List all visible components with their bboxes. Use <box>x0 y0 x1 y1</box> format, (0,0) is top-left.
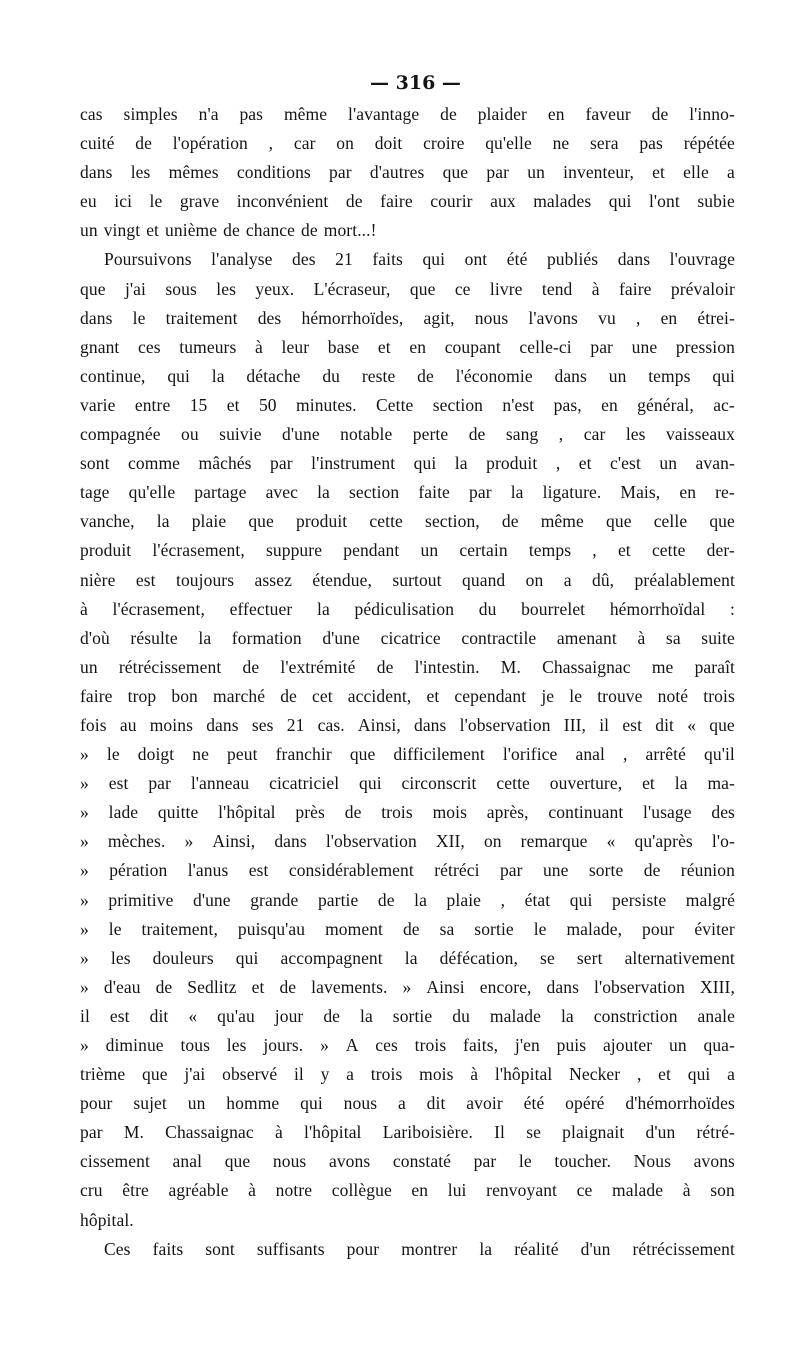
text-line: dans les mêmes conditions par d'autres que par un inventeur, et elle a <box>80 162 735 183</box>
text-line: que j'ai sous les yeux. L'écraseur, que ce livre tend à faire prévaloir <box>80 278 735 299</box>
text-line: cru être agréable à notre collègue en lui renvoyant ce malade à son <box>80 1180 735 1201</box>
text-line: un vingt et unième de chance de mort...! <box>80 220 377 241</box>
text-line: trième que j'ai observé il y a trois mois à l'hôpital Necker , et qui a <box>80 1064 735 1085</box>
text-line: hôpital. <box>80 1209 134 1230</box>
text-line: faire trop bon marché de cet accident, et cependant je le trouve noté trois <box>80 685 735 706</box>
body-text <box>80 100 735 1264</box>
text-line: eu ici le grave inconvénient de faire courir aux malades qui l'ont subie <box>80 191 735 212</box>
text-line: par M. Chassaignac à l'hôpital Lariboisière. Il se plaignait d'un rétré- <box>80 1122 735 1143</box>
page-number: — 316 — <box>370 72 461 94</box>
text-line: » d'eau de Sedlitz et de lavements. » Ainsi encore, dans l'observation XIII, <box>80 976 735 997</box>
text-line: » pération l'anus est considérablement rétréci par une sorte de réunion <box>80 860 735 881</box>
text-line: Poursuivons l'analyse des 21 faits qui ont été publiés dans l'ouvrage <box>104 249 735 270</box>
text-line: nière est toujours assez étendue, surtout quand on a dû, préalablement <box>80 569 735 590</box>
text-line: vanche, la plaie que produit cette section, de même que celle que <box>80 511 735 532</box>
text-line: » est par l'anneau cicatriciel qui circonscrit cette ouverture, et la ma- <box>80 773 735 794</box>
text-line: » le doigt ne peut franchir que difficilement l'orifice anal , arrêté qu'il <box>80 744 735 765</box>
text-line: d'où résulte la formation d'une cicatrice contractile amenant à sa suite <box>80 627 735 648</box>
text-line: cuité de l'opération , car on doit croire qu'elle ne sera pas répétée <box>80 133 735 154</box>
text-line: » diminue tous les jours. » A ces trois faits, j'en puis ajouter un qua- <box>80 1035 735 1055</box>
document-page <box>80 66 735 1264</box>
text-line: fois au moins dans ses 21 cas. Ainsi, dans l'observation III, il est dit « que <box>80 714 735 735</box>
text-line: cas simples n'a pas même l'avantage de plaider en faveur de l'inno- <box>80 104 735 124</box>
text-line: il est dit « qu'au jour de la sortie du malade la constriction anale <box>80 1005 735 1026</box>
text-line: varie entre 15 et 50 minutes. Cette section n'est pas, en général, ac- <box>80 394 735 415</box>
text-line: » lade quitte l'hôpital près de trois mois après, continuant l'usage des <box>80 802 735 823</box>
text-line: compagnée ou suivie d'une notable perte de sang , car les vaisseaux <box>80 424 735 445</box>
text-line: tage qu'elle partage avec la section faite par la ligature. Mais, en re- <box>80 482 735 503</box>
text-line: gnant ces tumeurs à leur base et en coupant celle-ci par une pression <box>80 336 735 357</box>
text-line: » le traitement, puisqu'au moment de sa sortie le malade, pour éviter <box>80 918 735 939</box>
text-line: » les douleurs qui accompagnent la défécation, se sert alternativement <box>80 947 735 968</box>
text-line: » primitive d'une grande partie de la plaie , état qui persiste malgré <box>80 889 735 910</box>
text-line: pour sujet un homme qui nous a dit avoir été opéré d'hémorrhoïdes <box>80 1093 735 1114</box>
text-line: à l'écrasement, effectuer la pédiculisation du bourrelet hémorrhoïdal : <box>80 598 735 619</box>
text-line: sont comme mâchés par l'instrument qui la produit , et c'est un avan- <box>80 453 735 474</box>
text-line: » mèches. » Ainsi, dans l'observation XII, on remarque « qu'après l'o- <box>80 831 735 852</box>
text-line: un rétrécissement de l'extrémité de l'intestin. M. Chassaignac me paraît <box>80 656 735 677</box>
text-line: Ces faits sont suffisants pour montrer la réalité d'un rétrécissement <box>104 1238 735 1259</box>
text-line: produit l'écrasement, suppure pendant un certain temps , et cette der- <box>80 540 735 561</box>
text-line: dans le traitement des hémorrhoïdes, agit, nous l'avons vu , en étrei- <box>80 307 735 328</box>
text-line: continue, qui la détache du reste de l'économie dans un temps qui <box>80 365 735 386</box>
text-line: cissement anal que nous avons constaté par le toucher. Nous avons <box>80 1151 735 1172</box>
